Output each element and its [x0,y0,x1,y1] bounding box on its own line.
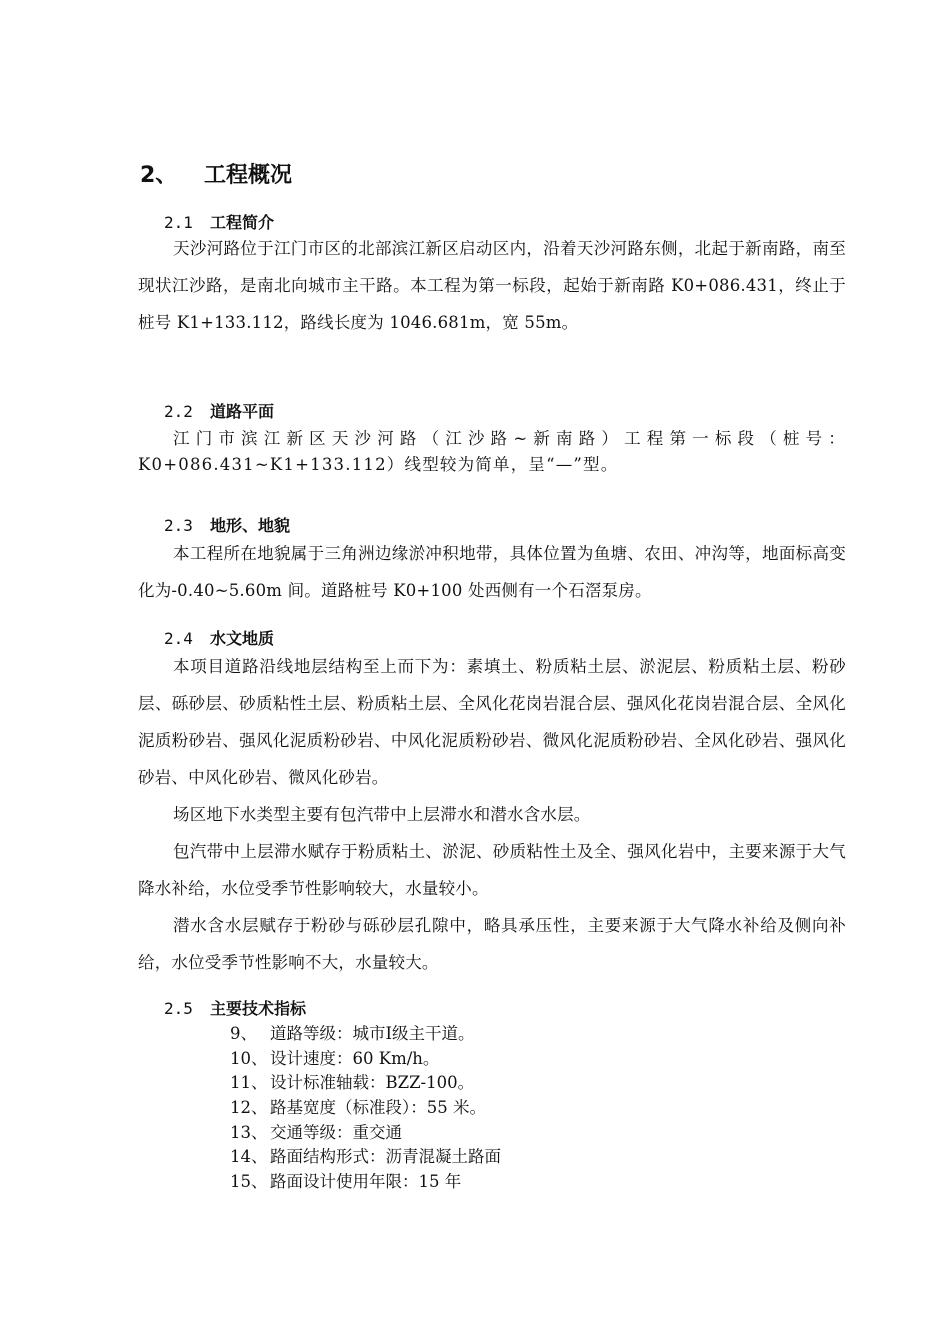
paragraph-perched-water: 包汽带中上层滞水赋存于粉质粘土、淤泥、砂质粘性土及全、强风化岩中，主要来源于大气降水补给，水位受季节性影响较大，水量较小。 [138,842,846,898]
subsection-heading-2-2 [164,399,274,422]
paragraph-strata: 本项目道路沿线地层结构至上而下为：素填土、粉质粘土层、淤泥层、粉质粘土层、粉砂层、砾砂层、砂质粘性土层、粉质粘土层、全风化花岗岩混合层、强风化花岗岩混合层、全风化泥质粉砂岩、强风化泥质粉砂岩、中风化泥质粉砂岩、微风化泥质粉砂岩、全风化砂岩、强风化砂岩、中风化砂岩、微风化砂岩。 [138,657,846,787]
list-item-number: 10、 [230,1048,268,1068]
list-item-number: 9、 [230,1024,257,1043]
subsection-title: 道路平面 [210,402,275,421]
subsection-number: 2.5 [164,999,193,1018]
list-item [230,1170,501,1195]
subsection-number: 2.2 [164,402,193,421]
paragraph-terrain: 本工程所在地貌属于三角洲边缘淤冲积地带，具体位置为鱼塘、农田、冲沟等，地面标高变化为-0.40~5.60m 间。道路桩号 K0+100 处西侧有一个石滘泵房。 [138,544,846,600]
list-item-number: 12、 [230,1098,268,1118]
list-item-text: 路面设计使用年限：15 年 [270,1172,462,1192]
section-number: 2、 [140,163,178,188]
paragraph-phreatic-water: 潜水含水层赋存于粉砂与砾砂层孔隙中，略具承压性，主要来源于大气降水补给及侧向补给，水位受季节性影响不大，水量较大。 [138,916,846,972]
technical-indicators-list [230,1022,501,1195]
paragraph-road-plan: 江门市滨江新区天沙河路（江沙路~新南路）工程第一标段（桩号：K0+086.431~K1+133.112）线型较为简单，呈“—”型。 [138,429,846,474]
subsection-title: 工程简介 [210,213,275,232]
list-item-text: 路基宽度（标准段）：55 米。 [270,1098,486,1118]
section-title: 工程概况 [204,163,293,188]
list-item-number: 14、 [230,1147,268,1167]
paragraph-project-intro: 天沙河路位于江门市区的北部滨江新区启动区内，沿着天沙河路东侧，北起于新南路，南至现状江沙路，是南北向城市主干路。本工程为第一标段，起始于新南路 K0+086.431，终止于桩号 K1+133.112，路线长度为 1046.681m，宽 55m。 [138,239,846,332]
list-item [230,1022,501,1047]
list-item-number: 15、 [230,1172,268,1192]
subsection-heading-2-5 [164,996,306,1019]
subsection-title: 水文地质 [210,629,275,648]
subsection-title: 主要技术指标 [210,999,307,1018]
list-item-text: 路面结构形式：沥青混凝土路面 [270,1147,501,1167]
list-item-text: 道路等级：城市Ⅰ级主干道。 [270,1024,475,1043]
subsection-heading-2-3 [164,513,290,536]
subsection-number: 2.4 [164,629,193,648]
list-item-text: 设计标准轴载：BZZ-100。 [270,1073,475,1093]
list-item-text: 设计速度：60 Km/h。 [270,1048,440,1068]
list-item [230,1145,501,1170]
subsection-number: 2.3 [164,516,193,535]
section-heading [140,158,292,189]
paragraph-groundwater-types: 场区地下水类型主要有包汽带中上层滞水和潜水含水层。 [173,805,591,824]
subsection-number: 2.1 [164,213,193,232]
list-item-text: 交通等级：重交通 [270,1122,402,1142]
subsection-title: 地形、地貌 [210,516,291,535]
list-item [230,1121,501,1146]
list-item-number: 11、 [230,1073,268,1093]
list-item-number: 13、 [230,1122,268,1142]
subsection-heading-2-4 [164,626,274,649]
list-item [230,1047,501,1072]
list-item [230,1071,501,1096]
list-item [230,1096,501,1121]
